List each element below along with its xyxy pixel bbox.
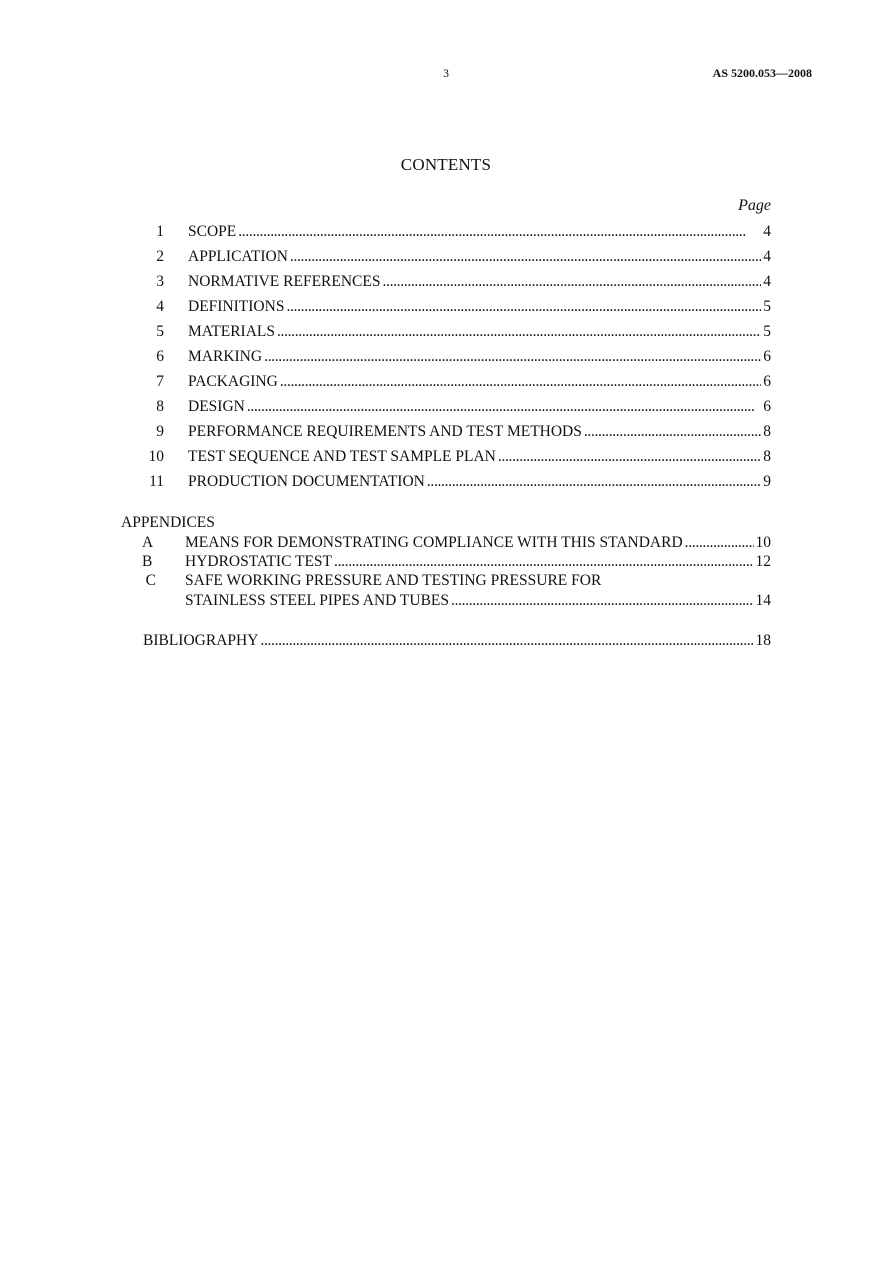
appendices-heading: APPENDICES xyxy=(121,514,215,531)
toc-entry-number: 5 xyxy=(156,323,164,340)
document-code: AS 5200.053—2008 xyxy=(712,66,812,80)
toc-entry-page: 5 xyxy=(763,298,771,315)
toc-entry-title: PACKAGING xyxy=(188,373,278,390)
appendix-page: 14 xyxy=(755,592,771,609)
toc-entry-number: 3 xyxy=(156,273,164,290)
toc-entry-page: 5 xyxy=(763,323,771,340)
toc-entry-number: 1 xyxy=(156,223,164,240)
toc-entry-page: 9 xyxy=(763,473,771,490)
toc-entry-page: 4 xyxy=(763,223,771,240)
appendix-title-line2: STAINLESS STEEL PIPES AND TUBES xyxy=(185,592,450,609)
toc-entry-number: 9 xyxy=(156,423,164,440)
toc-entry-4[interactable] xyxy=(136,297,771,317)
toc-entry-2[interactable] xyxy=(136,247,771,267)
dot-leader xyxy=(238,222,761,242)
appendix-title: MEANS FOR DEMONSTRATING COMPLIANCE WITH THIS STANDARD xyxy=(185,534,683,551)
toc-entry-title: MATERIALS xyxy=(188,323,275,340)
appendix-page: 12 xyxy=(755,553,771,570)
appendix-page: 10 xyxy=(755,534,771,551)
toc-entry-7[interactable] xyxy=(136,372,771,392)
dot-leader xyxy=(247,397,761,417)
dot-leader xyxy=(264,347,761,367)
toc-entry-9[interactable] xyxy=(136,422,771,442)
toc-entry-page: 6 xyxy=(763,398,771,415)
dot-leader xyxy=(286,297,761,317)
dot-leader xyxy=(280,372,761,392)
appendix-title-line1: SAFE WORKING PRESSURE AND TESTING PRESSURE FOR xyxy=(185,572,602,589)
appendix-letter: A xyxy=(142,534,154,551)
appendix-letter: C xyxy=(145,572,156,589)
toc-entry-page: 4 xyxy=(763,248,771,265)
toc-entry-title: PERFORMANCE REQUIREMENTS AND TEST METHODS xyxy=(188,423,582,440)
appendix-entry-c-continued[interactable] xyxy=(185,591,771,611)
dot-leader xyxy=(382,272,761,292)
contents-title: CONTENTS xyxy=(400,155,492,174)
appendix-entry-a[interactable] xyxy=(142,533,771,553)
bibliography-page: 18 xyxy=(755,632,771,649)
toc-entry-11[interactable] xyxy=(136,472,771,492)
toc-entry-3[interactable] xyxy=(136,272,771,292)
toc-entry-title: TEST SEQUENCE AND TEST SAMPLE PLAN xyxy=(188,448,496,465)
dot-leader xyxy=(334,552,753,572)
toc-entry-number: 4 xyxy=(156,298,164,315)
appendix-title: HYDROSTATIC TEST xyxy=(185,553,333,570)
toc-entry-title: MARKING xyxy=(188,348,263,365)
toc-entry-number: 2 xyxy=(156,248,164,265)
dot-leader xyxy=(685,533,754,553)
page-number: 3 xyxy=(443,66,449,80)
toc-entry-number: 10 xyxy=(148,448,164,465)
toc-entry-page: 8 xyxy=(763,423,771,440)
toc-entry-title: DESIGN xyxy=(188,398,245,415)
toc-entry-6[interactable] xyxy=(136,347,771,367)
dot-leader xyxy=(290,247,761,267)
toc-entry-title: DEFINITIONS xyxy=(188,298,285,315)
dot-leader xyxy=(498,447,761,467)
dot-leader xyxy=(451,591,753,611)
toc-entry-number: 7 xyxy=(156,373,164,390)
dot-leader xyxy=(584,422,761,442)
toc-entry-number: 8 xyxy=(156,398,164,415)
toc-entry-title: NORMATIVE REFERENCES xyxy=(188,273,381,290)
toc-entry-page: 6 xyxy=(763,373,771,390)
dot-leader xyxy=(277,322,761,342)
bibliography-entry[interactable] xyxy=(143,631,771,651)
dot-leader xyxy=(260,631,753,651)
toc-entry-title: SCOPE xyxy=(188,223,237,240)
bibliography-title: BIBLIOGRAPHY xyxy=(143,632,259,649)
toc-entry-5[interactable] xyxy=(136,322,771,342)
toc-entry-title: PRODUCTION DOCUMENTATION xyxy=(188,473,425,490)
toc-entry-number: 11 xyxy=(149,473,164,490)
toc-entry-title: APPLICATION xyxy=(188,248,288,265)
toc-entry-8[interactable] xyxy=(136,397,771,417)
toc-entry-page: 4 xyxy=(763,273,771,290)
toc-entry-number: 6 xyxy=(156,348,164,365)
appendix-entry-b[interactable] xyxy=(142,552,771,572)
appendix-entry-c[interactable] xyxy=(142,571,601,591)
toc-entry-10[interactable] xyxy=(136,447,771,467)
toc-entry-page: 8 xyxy=(763,448,771,465)
appendix-letter: B xyxy=(142,553,153,570)
toc-entry-page: 6 xyxy=(763,348,771,365)
dot-leader xyxy=(427,472,761,492)
toc-entry-1[interactable] xyxy=(136,222,771,242)
page-column-label: Page xyxy=(738,197,771,214)
